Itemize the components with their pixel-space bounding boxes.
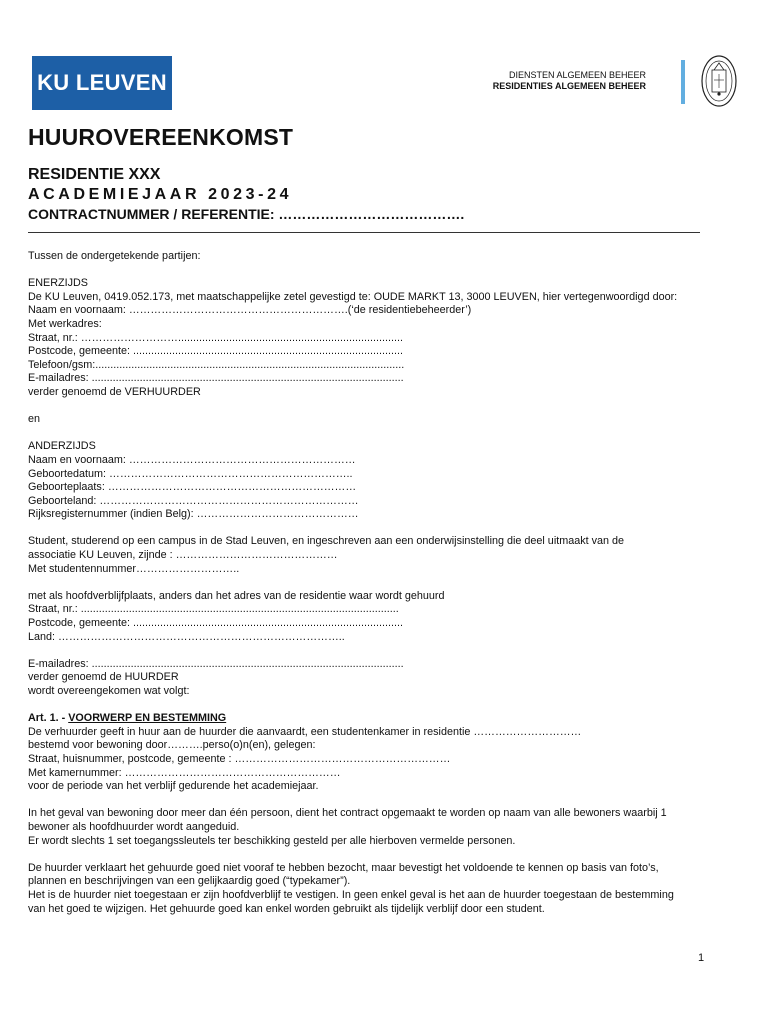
dept-line-2: RESIDENTIES ALGEMEEN BEHEER xyxy=(492,81,646,91)
paragraph-line: In het geval van bewoning door meer dan één persoon, dient het contract opgemaakt te worden op naam van alle bewoners waarbij 1 xyxy=(28,807,667,820)
landlord-line: Telefoon/gsm:....................................................................................................... xyxy=(28,358,405,371)
paragraph-line: Er wordt slechts 1 set toegangssleutels ter beschikking gesteld per alle hierboven vermelde personen. xyxy=(28,834,516,847)
intro-line: Tussen de ondergetekende partijen: xyxy=(28,250,201,262)
tenant-line: Geboortedatum: ………………………………………………………….. xyxy=(28,467,353,480)
residentie-heading: RESIDENTIE XXX xyxy=(28,166,161,183)
paragraph-line: bewoner als hoofdhuurder wordt aangeduid. xyxy=(28,820,240,833)
tenant-line: Naam en voornaam: ……………………………………………………… xyxy=(28,453,356,466)
landlord-line: Met werkadres: xyxy=(28,317,102,330)
page-number: 1 xyxy=(698,952,705,964)
department-header xyxy=(493,70,646,92)
academiejaar-heading: ACADEMIEJAAR 2023-24 xyxy=(28,186,293,203)
residence-line: Postcode, gemeente: .......................................................................................... xyxy=(28,617,404,630)
document-title: HUUROVEREENKOMST xyxy=(28,124,294,150)
anderzijds-heading: ANDERZIJDS xyxy=(28,440,96,453)
residence-line: Land: …………………………………………………………………….. xyxy=(28,630,345,643)
landlord-line: E-mailadres: ........................................................................................................ xyxy=(28,372,404,385)
email-line: E-mailadres: ........................................................................................................ xyxy=(28,657,404,670)
residence-line: Straat, nr.: .......................................................................................................... xyxy=(28,603,399,616)
article-line: voor de periode van het verblijf gedurende het academiejaar. xyxy=(28,780,319,793)
landlord-line: Straat, nr.: ………………………........................................................................... xyxy=(28,331,403,344)
article-1-prefix: Art. 1. - xyxy=(28,712,69,725)
paragraph-line: Het is de huurder niet toegestaan er zijn hoofdverblijf te vestigen. In geen enkel geval is het aan de huurder toegestaan de bestemming xyxy=(28,888,674,901)
article-line: bestemd voor bewoning door……….perso(o)n(en), gelegen: xyxy=(28,739,316,752)
dept-line-1: DIENSTEN ALGEMEEN BEHEER xyxy=(508,70,646,80)
residence-line: met als hoofdverblijfplaats, anders dan het adres van de residentie waar wordt gehuurd xyxy=(28,589,445,602)
article-1-title: VOORWERP EN BESTEMMING xyxy=(68,712,227,725)
landlord-line: Postcode, gemeente: .......................................................................................... xyxy=(28,345,404,358)
tenant-line: Geboorteplaats: …………………………………………………………… xyxy=(28,481,357,494)
article-1-heading xyxy=(28,712,718,726)
ku-leuven-seal-icon xyxy=(700,54,738,108)
enerzijds-heading: ENERZIJDS xyxy=(28,277,88,290)
student-line: associatie KU Leuven, zijnde : ……………………………………… xyxy=(28,549,338,562)
accent-divider xyxy=(681,60,685,104)
contract-body xyxy=(28,250,718,916)
student-line: Student, studerend op een campus in de Stad Leuven, en ingeschreven aan een onderwijsinstelling die deel uitmaakt van de xyxy=(28,535,625,548)
article-line: De verhuurder geeft in huur aan de huurder die aanvaardt, een studentenkamer in residentie ………………………… xyxy=(28,725,582,738)
paragraph-line: De huurder verklaart het gehuurde goed niet vooraf te hebben bezocht, maar bevestigt het voldoende te kennen op basis van foto’s, xyxy=(28,861,659,874)
landlord-line: De KU Leuven, 0419.052.173, met maatschappelijke zetel gevestigd te: OUDE MARKT 13, 3000 LEUVEN, hier vertegenwoordigd door: xyxy=(28,290,678,303)
paragraph-line: van het goed te wijzigen. Het gehuurde goed kan enkel worden gebruikt als tijdelijk verblijf door een student. xyxy=(28,902,545,915)
agreement-line: wordt overeengekomen wat volgt: xyxy=(28,685,190,697)
article-line: Met kamernummer: …………………………………………………… xyxy=(28,766,341,779)
article-line: Straat, huisnummer, postcode, gemeente : …………………………………………………… xyxy=(28,752,451,765)
tenant-line: Rijksregisternummer (indien Belg): ……………………………………… xyxy=(28,508,359,521)
contract-reference: CONTRACTNUMMER / REFERENTIE: …………………………………. xyxy=(28,206,465,222)
landlord-line: verder genoemd de VERHUURDER xyxy=(28,385,201,398)
paragraph-line: plannen en beschrijvingen van een gelijkaardig goed (“typekamer”). xyxy=(28,875,351,888)
horizontal-rule xyxy=(28,232,700,233)
tenant-line: Geboorteland: ……………………………………………………………… xyxy=(28,494,359,507)
logo-text: KU LEUVEN xyxy=(37,70,167,95)
en-line: en xyxy=(28,413,41,426)
ku-leuven-logo xyxy=(32,56,172,110)
huurder-line: verder genoemd de HUURDER xyxy=(28,671,179,684)
landlord-line: Naam en voornaam: …………………………………………………….(‘de residentiebeheerder’) xyxy=(28,304,472,317)
student-line: Met studentennummer……………………….. xyxy=(28,562,240,575)
